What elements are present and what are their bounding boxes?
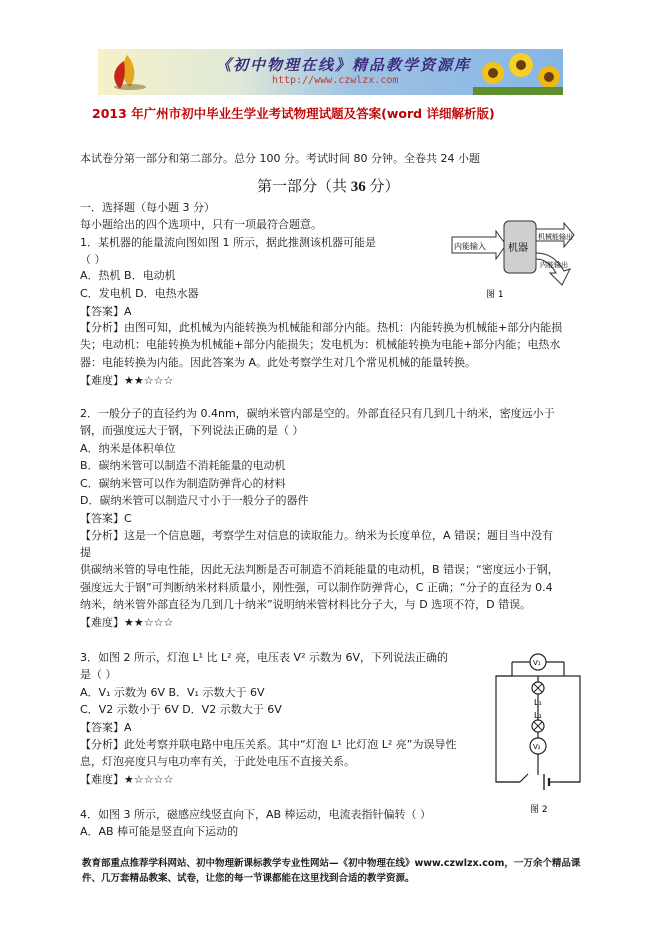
q2-analysis-line3: 供碳纳米管的导电性能，因此无法判断是否可制造不消耗能量的电动机，B 错误；“密度远小于钢，: [80, 563, 559, 576]
q3-analysis-line2: 息，灯泡亮度只与电功率有关，于此处电压不直接关系。: [80, 755, 355, 768]
q1-blank: （ ）: [80, 253, 106, 266]
section-heading: 一．选择题（每小题 3 分）: [80, 201, 215, 214]
site-banner: [98, 49, 563, 95]
q2-analysis-line1: 【分析】这是一个信息题，考察学生对信息的读取能力。纳米为长度单位，A 错误；题目当中没有: [80, 529, 554, 542]
q1-stem: 1．某机器的能量流向图如图 1 所示，据此推测该机器可能是: [80, 236, 376, 249]
q2-analysis-line5: 纳米，纳米管外部直径为几到几十纳米”说明纳米管材料比分子大，与 D 选项不符，D 错误。: [80, 598, 532, 611]
figure-1-output1-label: 机械能输出: [538, 233, 573, 241]
banner-title: 《初中物理在线》精品教学资源库: [216, 56, 472, 74]
figure-1-machine-label: 机器: [508, 243, 528, 254]
q2-option-c: C．碳纳米管可以作为制造防弹背心的材料: [80, 477, 286, 490]
q4-option-a: A．AB 棒可能是竖直向下运动的: [80, 825, 239, 838]
intro-text: 本试卷分第一部分和第二部分。总分 100 分。考试时间 80 分钟。全卷共 24 小题: [80, 152, 480, 165]
q1-answer: 【答案】A: [80, 305, 132, 318]
q3-stem-line1: 3．如图 2 所示，灯泡 L¹ 比 L² 亮，电压表 V² 示数为 6V，下列说法正确的: [80, 651, 448, 664]
sunflower-image: [473, 49, 563, 95]
section-note: 每小题给出的四个选项中，只有一项最符合题意。: [80, 218, 322, 231]
figure-1-caption: 图 1: [486, 290, 504, 300]
q2-analysis-line4: 强度远大于钢”可判断纳米材料质量小，刚性强，可以制作防弹背心，C 正确；“分子的直径为 0.4: [80, 581, 553, 594]
figure-2-v1-label: V₁: [533, 659, 541, 667]
q1-analysis-line3: 器：电能转换为内能。因此答案为 A。此处考察学生对几个常见机械的能量转换。: [80, 356, 477, 369]
q1-difficulty: 【难度】★★☆☆☆: [80, 374, 174, 387]
q1-options-cd: C．发电机 D．电热水器: [80, 287, 199, 300]
figure-2-caption: 图 2: [530, 805, 548, 815]
figure-2-circuit: [490, 650, 590, 820]
q3-analysis-line1: 【分析】此处考察并联电路中电压关系。其中“灯泡 L¹ 比灯泡 L² 亮”为误导性: [80, 738, 457, 751]
q4-stem: 4．如图 3 所示，磁感应线竖直向下，AB 棒运动，电流表指针偏转（ ）: [80, 808, 432, 821]
part-one-title: 第一部分（共 36 分）: [257, 179, 400, 195]
figure-1-output2-label: 内能输出: [540, 261, 568, 269]
q3-difficulty: 【难度】★☆☆☆☆: [80, 773, 174, 786]
q1-analysis-line2: 失；电动机：电能转换为机械能+部分内能损失；发电机为：机械能转换为电能+部分内能；电热水: [80, 338, 561, 351]
q2-option-a: A．纳米是体积单位: [80, 442, 176, 455]
figure-2-l2-label: L₂: [534, 711, 542, 720]
page-footer: [82, 856, 612, 886]
figure-2-v2-label: V₂: [533, 743, 541, 751]
q2-option-b: B．碳纳米管可以制造不消耗能量的电动机: [80, 459, 286, 472]
banner-url[interactable]: http://www.czwlzx.com: [272, 75, 399, 86]
q2-stem-line1: 2．一般分子的直径约为 0.4nm，碳纳米管内部是空的。外部直径只有几到几十纳米，密度远小于: [80, 407, 555, 420]
q3-options-ab: A．V₁ 示数为 6V B．V₁ 示数大于 6V: [80, 686, 265, 699]
figure-1-energy-flow: [448, 213, 578, 303]
q2-answer: 【答案】C: [80, 512, 132, 525]
footer-line1: 教育部重点推荐学科网站、初中物理新课标教学专业性网站—《初中物理在线》www.czwlzx.com，一万余个精品课: [82, 858, 581, 869]
figure-1-input-label: 内能输入: [454, 242, 486, 251]
site-logo-icon: [104, 53, 150, 91]
q2-option-d: D．碳纳米管可以制造尺寸小于一般分子的器件: [80, 494, 309, 507]
q2-analysis-line2: 提: [80, 546, 91, 559]
q3-stem-line2: 是（ ）: [80, 668, 117, 681]
q2-difficulty: 【难度】★★☆☆☆: [80, 616, 174, 629]
q3-options-cd: C．V2 示数小于 6V D．V2 示数大于 6V: [80, 703, 282, 716]
q1-options-ab: A．热机 B．电动机: [80, 269, 176, 282]
document-title: 2013 年广州市初中毕业生学业考试物理试题及答案(word 详细解析版): [92, 106, 495, 121]
q2-stem-line2: 钢，而强度远大于钢，下列说法正确的是（ ）: [80, 424, 304, 437]
q1-analysis-line1: 【分析】由图可知，此机械为内能转换为机械能和部分内能。热机：内能转换为机械能+部分内能损: [80, 321, 563, 334]
footer-line2: 件、几万套精品教案、试卷，让您的每一节课都能在这里找到合适的教学资源。: [82, 873, 415, 884]
q3-answer: 【答案】A: [80, 721, 132, 734]
figure-2-l1-label: L₁: [534, 698, 542, 707]
